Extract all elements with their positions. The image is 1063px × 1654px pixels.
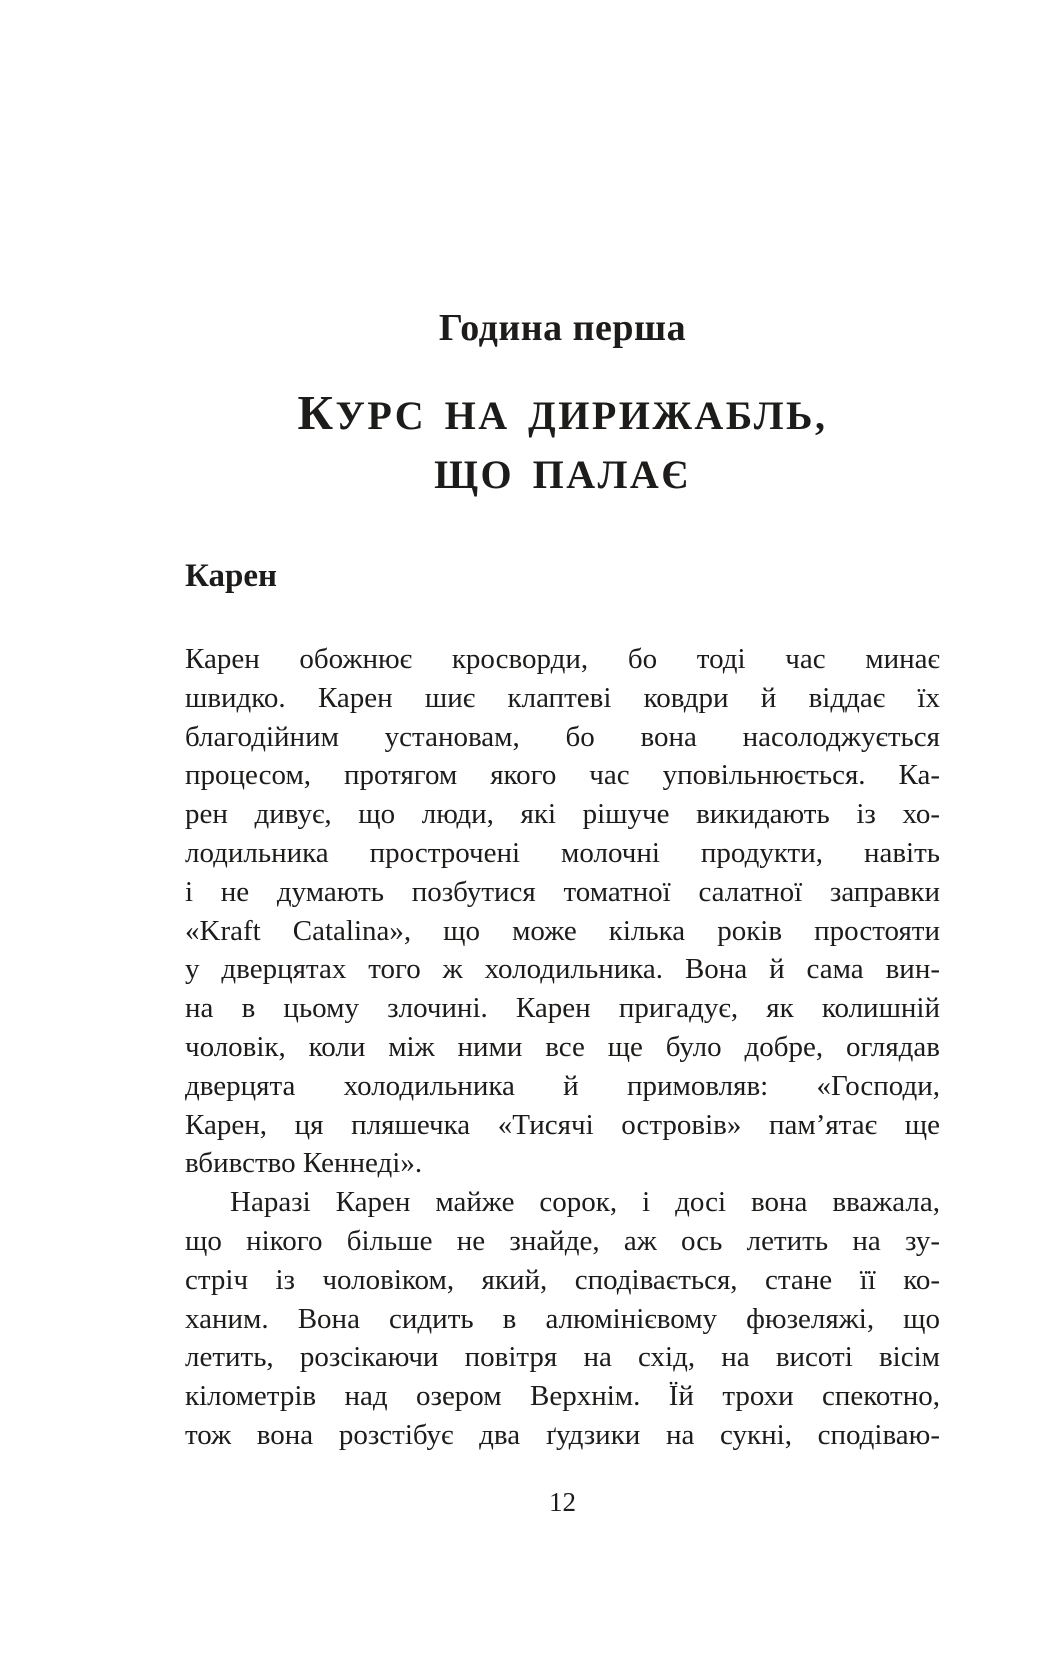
chapter-title	[185, 385, 940, 500]
chapter-title-initial: К	[297, 385, 336, 440]
body-line: що нікого більше не знайде, аж ось летить на зу-	[185, 1224, 940, 1257]
body-line: процесом, протягом якого час уповільнюється. Ка-	[185, 759, 940, 792]
body-line: летить, розсікаючи повітря на схід, на висоті вісім	[185, 1341, 940, 1374]
body-line: швидко. Карен шиє клаптеві ковдри й віддає їх	[185, 681, 940, 714]
body-line: ханим. Вона сидить в алюмінієвому фюзеляжі, що	[185, 1302, 940, 1335]
body-line: кілометрів над озером Верхнім. Їй трохи спекотно,	[185, 1380, 940, 1413]
body-line: на в цьому злочині. Карен пригадує, як колишній	[185, 992, 940, 1025]
body-line: благодійним установам, бо вона насолоджується	[185, 720, 940, 753]
section-heading: Карен	[185, 558, 278, 594]
chapter-title-line-2: ЩО ПАЛАЄ	[434, 452, 691, 497]
chapter-title-line-1	[185, 385, 940, 450]
body-line: у дверцятах того ж холодильника. Вона й сама вин-	[185, 953, 940, 986]
body-line: рен дивує, що люди, які рішуче викидають із хо-	[185, 798, 940, 831]
body-line: тож вона розстібує два ґудзики на сукні, сподіваю-	[185, 1418, 940, 1451]
body-text	[185, 640, 940, 1455]
body-line: лодильника прострочені молочні продукти, навіть	[185, 836, 940, 869]
body-line: і не думають позбутися томатної салатної заправки	[185, 875, 940, 908]
body-line: стріч із чоловіком, який, сподівається, стане її ко-	[185, 1263, 940, 1296]
body-line: Карен, ця пляшечка «Тисячі островів» пам’ятає ще	[185, 1108, 940, 1141]
page-number: 12	[549, 1487, 576, 1517]
body-line: вбивство Кеннеді».	[185, 1147, 423, 1180]
body-line: дверцята холодильника й примовляв: «Господи,	[185, 1069, 940, 1102]
body-line: чоловік, коли між ними все ще було добре, оглядав	[185, 1030, 940, 1063]
body-line: Карен обожнює кросворди, бо тоді час минає	[185, 643, 940, 675]
chapter-label: Година перша	[438, 307, 687, 349]
body-line: «Kraft Catalina», що може кілька років простояти	[185, 914, 940, 947]
chapter-title-line-1-text: УРС НА ДИРИЖАБЛЬ,	[335, 393, 828, 438]
body-line: Наразі Карен майже сорок, і досі вона вважала,	[230, 1186, 940, 1219]
